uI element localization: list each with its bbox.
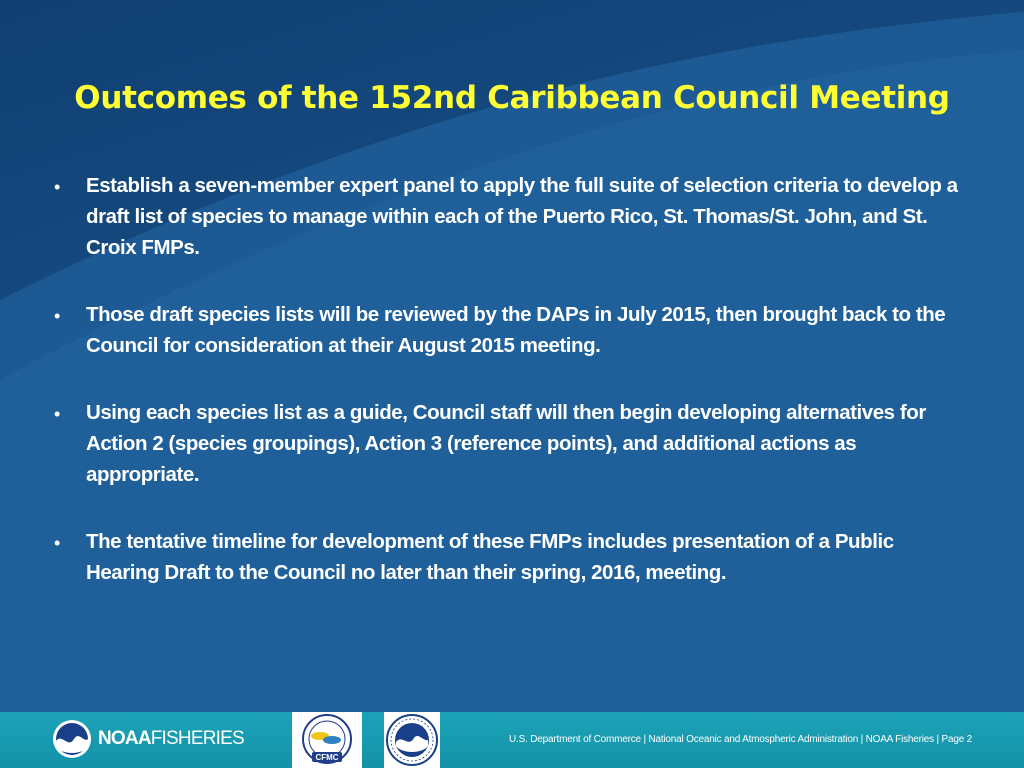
bullet-text: Using each species list as a guide, Council staff will then begin developing alternatives for Action 2 (species groupings), Action 3 (reference points), and additional actions as appropriate. [86, 401, 926, 486]
bullet-text: Establish a seven-member expert panel to apply the full suite of selection criteria to develop a draft list of species to manage within each of the Puerto Rico, St. Thomas/St. John, and St. Croix FMPs. [86, 174, 958, 259]
brand-light: FISHERIES [150, 728, 244, 749]
footer-bar [0, 712, 1024, 768]
bullet-text: The tentative timeline for development of these FMPs includes presentation of a Public Hearing Draft to the Council no later than their spring, 2016, meeting. [86, 530, 894, 584]
noaa-seal-icon [384, 712, 440, 768]
bullet-item [50, 526, 970, 588]
bullet-list [50, 170, 970, 624]
bullet-icon: • [54, 177, 61, 197]
cfmc-logo [292, 712, 362, 768]
bullet-icon: • [54, 404, 61, 424]
noaa-seal [384, 712, 440, 768]
cfmc-label: CFMC [315, 753, 339, 762]
bullet-item [50, 170, 970, 263]
bullet-icon: • [54, 306, 61, 326]
bullet-item [50, 299, 970, 361]
noaa-logo-icon [52, 719, 92, 759]
noaa-fisheries-wordmark [98, 728, 244, 750]
brand-bold: NOAA [98, 728, 151, 749]
cfmc-logo-icon [292, 712, 362, 768]
footer-text: U.S. Department of Commerce | National Oceanic and Atmospheric Administration | NOAA Fisheries | Page 2 [509, 734, 972, 745]
bullet-text: Those draft species lists will be reviewed by the DAPs in July 2015, then brought back to the Council for consideration at their August 2015 meeting. [86, 303, 946, 357]
bullet-item [50, 397, 970, 490]
bullet-icon: • [54, 533, 61, 553]
slide-title: Outcomes of the 152nd Caribbean Council Meeting [74, 80, 950, 116]
